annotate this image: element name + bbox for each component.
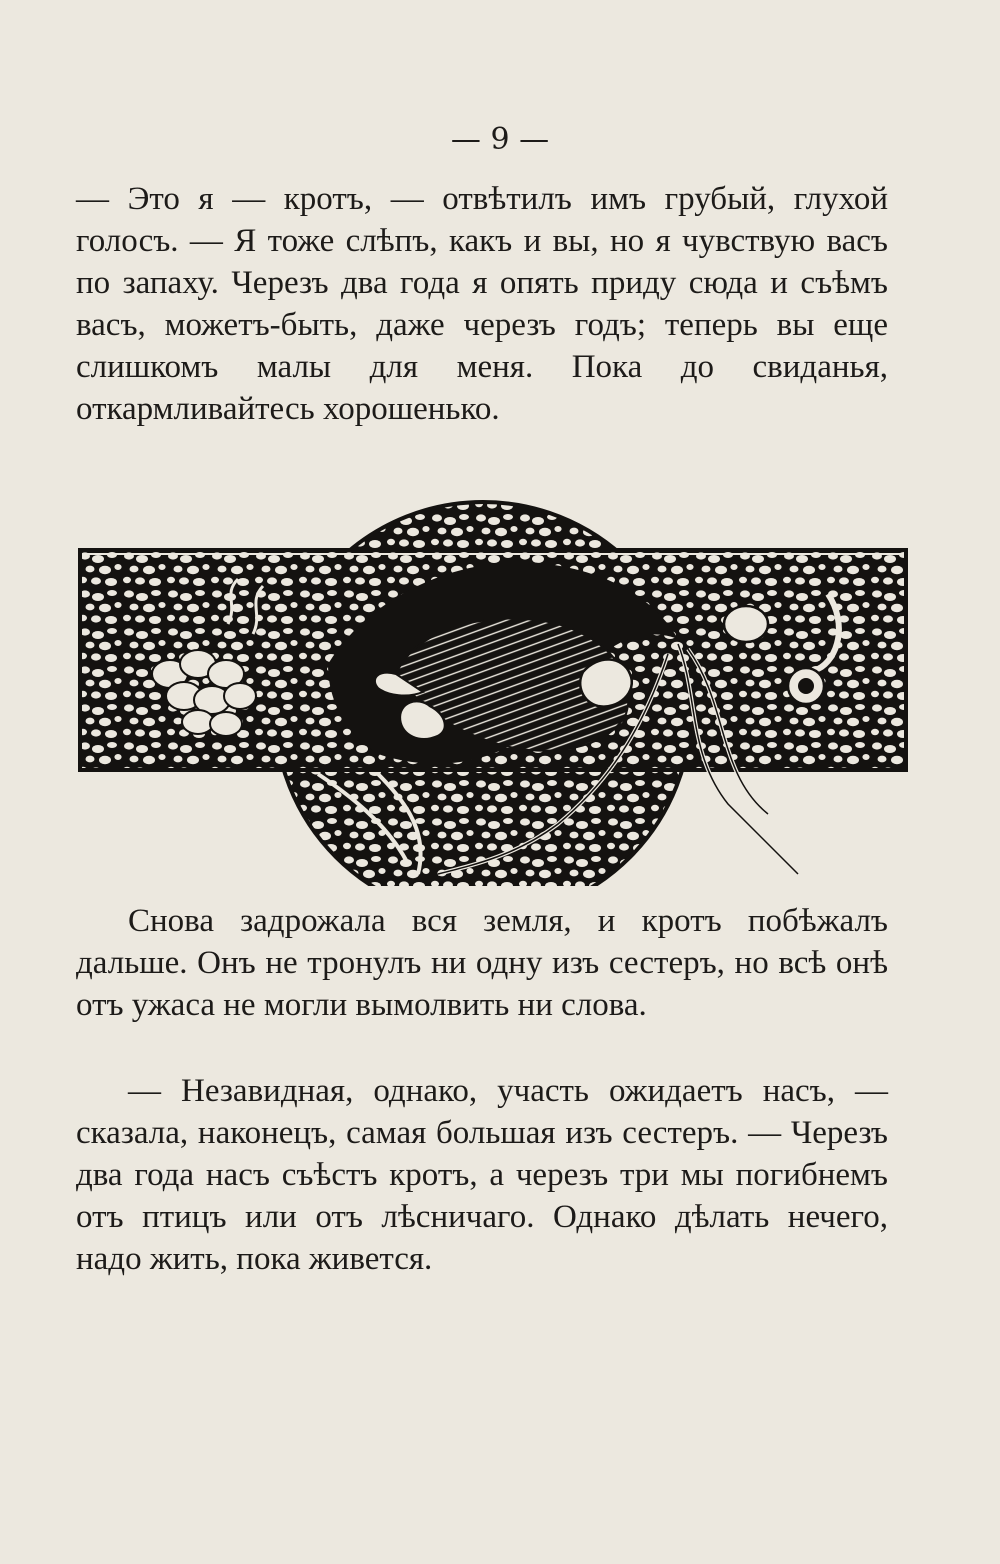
paragraph-mole-speech: — Это я — кротъ, — отвѣтилъ имъ грубый, глухой голосъ. — Я тоже слѣпъ, какъ и вы, но я чувствую васъ по запаху. Черезъ два года я опять приду сюда и съѣмъ васъ, можетъ-быть, даже черезъ годъ; теперь вы еще слишкомъ малы для меня. Пока до свиданья, откармливайтесь хорошенько. [76,181,888,427]
artist-signature [92,772,292,796]
mole-illustration [78,474,908,886]
paragraph-sisters-fate: — Незавидная, однако, участь ожидаетъ насъ, — сказала, наконецъ, самая большая изъ сестеръ. — Черезъ два года насъ съѣстъ кротъ, а черезъ три мы погибнемъ отъ птицъ или отъ лѣсничаго. Однако дѣлать нечего, надо жить, пока живется. [76,1073,888,1277]
page-number: — 9 — [450,122,550,157]
paragraph-earth-trembled: Снова задрожала вся земля, и кротъ побѣжалъ дальше. Онъ не тронулъ ни одну изъ сестеръ, но всѣ онѣ отъ ужаса не могли вымолвить ни слова. [76,903,888,1023]
